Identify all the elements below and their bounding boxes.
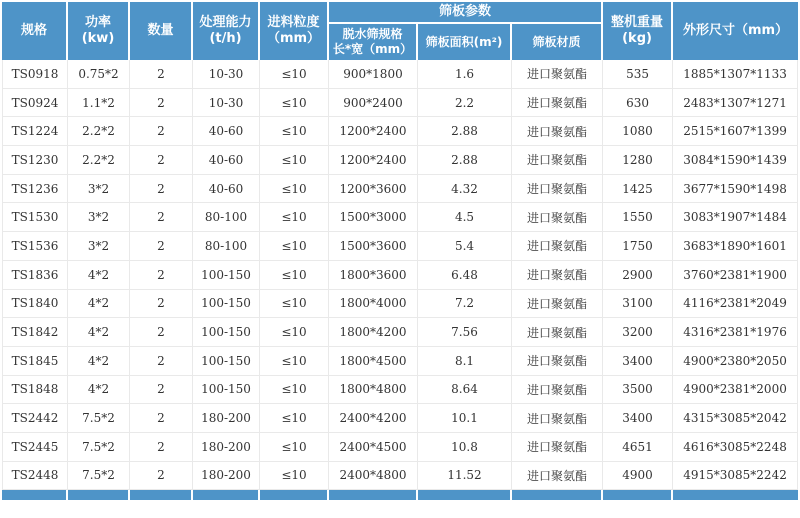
capacity-cell: 40-60 bbox=[193, 146, 260, 175]
dimensions-cell: 4900*2380*2050 bbox=[673, 347, 798, 376]
weight-cell: 2900 bbox=[603, 261, 673, 290]
dimensions-cell: 4915*3085*2242 bbox=[673, 462, 798, 491]
dimensions-cell: 2515*1607*1399 bbox=[673, 117, 798, 146]
table-row bbox=[2, 146, 798, 175]
capacity-cell: 80-100 bbox=[193, 203, 260, 232]
spec-cell: TS1845 bbox=[2, 347, 68, 376]
quantity-cell: 2 bbox=[130, 232, 193, 261]
screen-material-cell: 进口聚氨酯 bbox=[512, 175, 603, 204]
table-row bbox=[2, 89, 798, 118]
quantity-cell: 2 bbox=[130, 376, 193, 405]
dimensions-cell: 1885*1307*1133 bbox=[673, 60, 798, 89]
power-cell: 4*2 bbox=[68, 347, 130, 376]
screen-material-cell: 进口聚氨酯 bbox=[512, 89, 603, 118]
quantity-cell: 2 bbox=[130, 404, 193, 433]
spec-cell: TS2442 bbox=[2, 404, 68, 433]
screen-area-cell: 4.5 bbox=[418, 203, 512, 232]
capacity-cell: 40-60 bbox=[193, 117, 260, 146]
table-header bbox=[2, 2, 798, 60]
capacity-cell: 100-150 bbox=[193, 376, 260, 405]
feed-size-cell: ≤10 bbox=[260, 404, 329, 433]
screen-area-cell: 11.52 bbox=[418, 462, 512, 491]
weight-cell: 1750 bbox=[603, 232, 673, 261]
feed-size-cell: ≤10 bbox=[260, 175, 329, 204]
weight-cell: 630 bbox=[603, 89, 673, 118]
table-row bbox=[2, 60, 798, 89]
weight-cell: 3400 bbox=[603, 347, 673, 376]
header-screen-params-group: 筛板参数 bbox=[329, 2, 603, 24]
header-weight-line2: (kg) bbox=[622, 31, 652, 46]
header-quantity: 数量 bbox=[130, 2, 193, 60]
screen-size-cell: 1800*4000 bbox=[329, 290, 418, 319]
screen-material-cell: 进口聚氨酯 bbox=[512, 290, 603, 319]
weight-cell: 1550 bbox=[603, 203, 673, 232]
feed-size-cell: ≤10 bbox=[260, 433, 329, 462]
footer-cell bbox=[673, 490, 798, 500]
header-capacity-line2: (t/h) bbox=[209, 31, 242, 46]
screen-material-cell: 进口聚氨酯 bbox=[512, 318, 603, 347]
spec-cell: TS1842 bbox=[2, 318, 68, 347]
table-row bbox=[2, 261, 798, 290]
spec-cell: TS1224 bbox=[2, 117, 68, 146]
table-row bbox=[2, 175, 798, 204]
power-cell: 4*2 bbox=[68, 376, 130, 405]
header-weight bbox=[603, 2, 673, 60]
screen-material-cell: 进口聚氨酯 bbox=[512, 462, 603, 491]
dimensions-cell: 4316*2381*1976 bbox=[673, 318, 798, 347]
power-cell: 4*2 bbox=[68, 318, 130, 347]
table-row bbox=[2, 117, 798, 146]
power-cell: 7.5*2 bbox=[68, 462, 130, 491]
capacity-cell: 10-30 bbox=[193, 60, 260, 89]
capacity-cell: 180-200 bbox=[193, 433, 260, 462]
header-dimensions: 外形尺寸（mm） bbox=[673, 2, 798, 60]
header-weight-line1: 整机重量 bbox=[611, 14, 664, 30]
screen-area-cell: 4.32 bbox=[418, 175, 512, 204]
quantity-cell: 2 bbox=[130, 203, 193, 232]
spec-cell: TS1836 bbox=[2, 261, 68, 290]
power-cell: 3*2 bbox=[68, 232, 130, 261]
quantity-cell: 2 bbox=[130, 347, 193, 376]
screen-material-cell: 进口聚氨酯 bbox=[512, 404, 603, 433]
quantity-cell: 2 bbox=[130, 261, 193, 290]
weight-cell: 4651 bbox=[603, 433, 673, 462]
dimensions-cell: 3760*2381*1900 bbox=[673, 261, 798, 290]
screen-area-cell: 7.2 bbox=[418, 290, 512, 319]
screen-material-cell: 进口聚氨酯 bbox=[512, 60, 603, 89]
screen-size-cell: 2400*4200 bbox=[329, 404, 418, 433]
screen-area-cell: 7.56 bbox=[418, 318, 512, 347]
spec-cell: TS1536 bbox=[2, 232, 68, 261]
dimensions-cell: 2483*1307*1271 bbox=[673, 89, 798, 118]
screen-material-cell: 进口聚氨酯 bbox=[512, 146, 603, 175]
dimensions-cell: 4616*3085*2248 bbox=[673, 433, 798, 462]
capacity-cell: 180-200 bbox=[193, 404, 260, 433]
footer-cell bbox=[130, 490, 193, 500]
power-cell: 2.2*2 bbox=[68, 146, 130, 175]
screen-area-cell: 1.6 bbox=[418, 60, 512, 89]
weight-cell: 1280 bbox=[603, 146, 673, 175]
header-screen-size-line1: 脱水筛规格 bbox=[342, 27, 403, 41]
spec-cell: TS2445 bbox=[2, 433, 68, 462]
weight-cell: 3100 bbox=[603, 290, 673, 319]
screen-size-cell: 1500*3000 bbox=[329, 203, 418, 232]
table-footer-strip bbox=[2, 490, 798, 500]
screen-area-cell: 10.1 bbox=[418, 404, 512, 433]
screen-size-cell: 900*2400 bbox=[329, 89, 418, 118]
screen-area-cell: 6.48 bbox=[418, 261, 512, 290]
feed-size-cell: ≤10 bbox=[260, 462, 329, 491]
feed-size-cell: ≤10 bbox=[260, 203, 329, 232]
header-feed-line2: （mm） bbox=[266, 31, 321, 46]
capacity-cell: 100-150 bbox=[193, 347, 260, 376]
feed-size-cell: ≤10 bbox=[260, 89, 329, 118]
screen-material-cell: 进口聚氨酯 bbox=[512, 232, 603, 261]
table-row bbox=[2, 203, 798, 232]
header-feed-line1: 进料粒度 bbox=[267, 14, 320, 30]
weight-cell: 3500 bbox=[603, 376, 673, 405]
header-capacity bbox=[193, 2, 260, 60]
dewatering-screen-spec-table bbox=[2, 2, 798, 500]
header-screen-material: 筛板材质 bbox=[512, 24, 603, 60]
table-row bbox=[2, 376, 798, 405]
table-row bbox=[2, 232, 798, 261]
feed-size-cell: ≤10 bbox=[260, 117, 329, 146]
table-body bbox=[2, 60, 798, 490]
table-row bbox=[2, 433, 798, 462]
screen-size-cell: 2400*4800 bbox=[329, 462, 418, 491]
screen-size-cell: 1200*2400 bbox=[329, 146, 418, 175]
table-row bbox=[2, 290, 798, 319]
power-cell: 0.75*2 bbox=[68, 60, 130, 89]
footer-cell bbox=[193, 490, 260, 500]
header-capacity-line1: 处理能力 bbox=[199, 14, 252, 30]
table-row bbox=[2, 347, 798, 376]
quantity-cell: 2 bbox=[130, 60, 193, 89]
screen-size-cell: 1200*3600 bbox=[329, 175, 418, 204]
header-power: 功率(kw) bbox=[68, 2, 130, 60]
table-row bbox=[2, 404, 798, 433]
header-screen-size bbox=[329, 24, 418, 60]
quantity-cell: 2 bbox=[130, 318, 193, 347]
screen-area-cell: 8.1 bbox=[418, 347, 512, 376]
weight-cell: 3400 bbox=[603, 404, 673, 433]
table-row bbox=[2, 318, 798, 347]
screen-size-cell: 1200*2400 bbox=[329, 117, 418, 146]
screen-material-cell: 进口聚氨酯 bbox=[512, 433, 603, 462]
power-cell: 3*2 bbox=[68, 203, 130, 232]
quantity-cell: 2 bbox=[130, 89, 193, 118]
screen-size-cell: 2400*4500 bbox=[329, 433, 418, 462]
spec-cell: TS0918 bbox=[2, 60, 68, 89]
spec-table-container bbox=[2, 2, 798, 500]
power-cell: 7.5*2 bbox=[68, 404, 130, 433]
power-cell: 7.5*2 bbox=[68, 433, 130, 462]
capacity-cell: 100-150 bbox=[193, 261, 260, 290]
screen-area-cell: 2.88 bbox=[418, 117, 512, 146]
capacity-cell: 180-200 bbox=[193, 462, 260, 491]
spec-cell: TS1236 bbox=[2, 175, 68, 204]
footer-cell bbox=[512, 490, 603, 500]
screen-area-cell: 2.88 bbox=[418, 146, 512, 175]
footer-row bbox=[2, 490, 798, 500]
header-feed-size bbox=[260, 2, 329, 60]
header-spec: 规格 bbox=[2, 2, 68, 60]
feed-size-cell: ≤10 bbox=[260, 318, 329, 347]
header-screen-area: 筛板面积(m²) bbox=[418, 24, 512, 60]
spec-cell: TS1230 bbox=[2, 146, 68, 175]
dimensions-cell: 4900*2381*2000 bbox=[673, 376, 798, 405]
footer-cell bbox=[603, 490, 673, 500]
power-cell: 4*2 bbox=[68, 290, 130, 319]
screen-material-cell: 进口聚氨酯 bbox=[512, 376, 603, 405]
dimensions-cell: 3084*1590*1439 bbox=[673, 146, 798, 175]
screen-size-cell: 1800*4800 bbox=[329, 376, 418, 405]
power-cell: 4*2 bbox=[68, 261, 130, 290]
screen-material-cell: 进口聚氨酯 bbox=[512, 261, 603, 290]
dimensions-cell: 3683*1890*1601 bbox=[673, 232, 798, 261]
dimensions-cell: 4116*2381*2049 bbox=[673, 290, 798, 319]
spec-cell: TS1530 bbox=[2, 203, 68, 232]
quantity-cell: 2 bbox=[130, 462, 193, 491]
footer-cell bbox=[2, 490, 68, 500]
quantity-cell: 2 bbox=[130, 146, 193, 175]
footer-cell bbox=[68, 490, 130, 500]
feed-size-cell: ≤10 bbox=[260, 261, 329, 290]
screen-material-cell: 进口聚氨酯 bbox=[512, 117, 603, 146]
quantity-cell: 2 bbox=[130, 117, 193, 146]
dimensions-cell: 3083*1907*1484 bbox=[673, 203, 798, 232]
spec-cell: TS2448 bbox=[2, 462, 68, 491]
power-cell: 3*2 bbox=[68, 175, 130, 204]
feed-size-cell: ≤10 bbox=[260, 146, 329, 175]
dimensions-cell: 3677*1590*1498 bbox=[673, 175, 798, 204]
weight-cell: 3200 bbox=[603, 318, 673, 347]
capacity-cell: 40-60 bbox=[193, 175, 260, 204]
screen-material-cell: 进口聚氨酯 bbox=[512, 347, 603, 376]
spec-cell: TS1848 bbox=[2, 376, 68, 405]
quantity-cell: 2 bbox=[130, 175, 193, 204]
capacity-cell: 100-150 bbox=[193, 318, 260, 347]
feed-size-cell: ≤10 bbox=[260, 376, 329, 405]
screen-area-cell: 2.2 bbox=[418, 89, 512, 118]
screen-size-cell: 900*1800 bbox=[329, 60, 418, 89]
feed-size-cell: ≤10 bbox=[260, 60, 329, 89]
weight-cell: 4900 bbox=[603, 462, 673, 491]
capacity-cell: 100-150 bbox=[193, 290, 260, 319]
dimensions-cell: 4315*3085*2042 bbox=[673, 404, 798, 433]
footer-cell bbox=[418, 490, 512, 500]
power-cell: 1.1*2 bbox=[68, 89, 130, 118]
power-cell: 2.2*2 bbox=[68, 117, 130, 146]
quantity-cell: 2 bbox=[130, 290, 193, 319]
footer-cell bbox=[260, 490, 329, 500]
screen-size-cell: 1800*4500 bbox=[329, 347, 418, 376]
screen-size-cell: 1800*4200 bbox=[329, 318, 418, 347]
table-row bbox=[2, 462, 798, 491]
quantity-cell: 2 bbox=[130, 433, 193, 462]
screen-material-cell: 进口聚氨酯 bbox=[512, 203, 603, 232]
screen-area-cell: 5.4 bbox=[418, 232, 512, 261]
feed-size-cell: ≤10 bbox=[260, 290, 329, 319]
footer-cell bbox=[329, 490, 418, 500]
screen-area-cell: 8.64 bbox=[418, 376, 512, 405]
screen-size-cell: 1800*3600 bbox=[329, 261, 418, 290]
header-screen-size-line2: 长*宽（mm） bbox=[332, 42, 413, 56]
capacity-cell: 80-100 bbox=[193, 232, 260, 261]
weight-cell: 1080 bbox=[603, 117, 673, 146]
spec-cell: TS0924 bbox=[2, 89, 68, 118]
capacity-cell: 10-30 bbox=[193, 89, 260, 118]
spec-cell: TS1840 bbox=[2, 290, 68, 319]
weight-cell: 535 bbox=[603, 60, 673, 89]
feed-size-cell: ≤10 bbox=[260, 347, 329, 376]
screen-area-cell: 10.8 bbox=[418, 433, 512, 462]
screen-size-cell: 1500*3600 bbox=[329, 232, 418, 261]
weight-cell: 1425 bbox=[603, 175, 673, 204]
feed-size-cell: ≤10 bbox=[260, 232, 329, 261]
